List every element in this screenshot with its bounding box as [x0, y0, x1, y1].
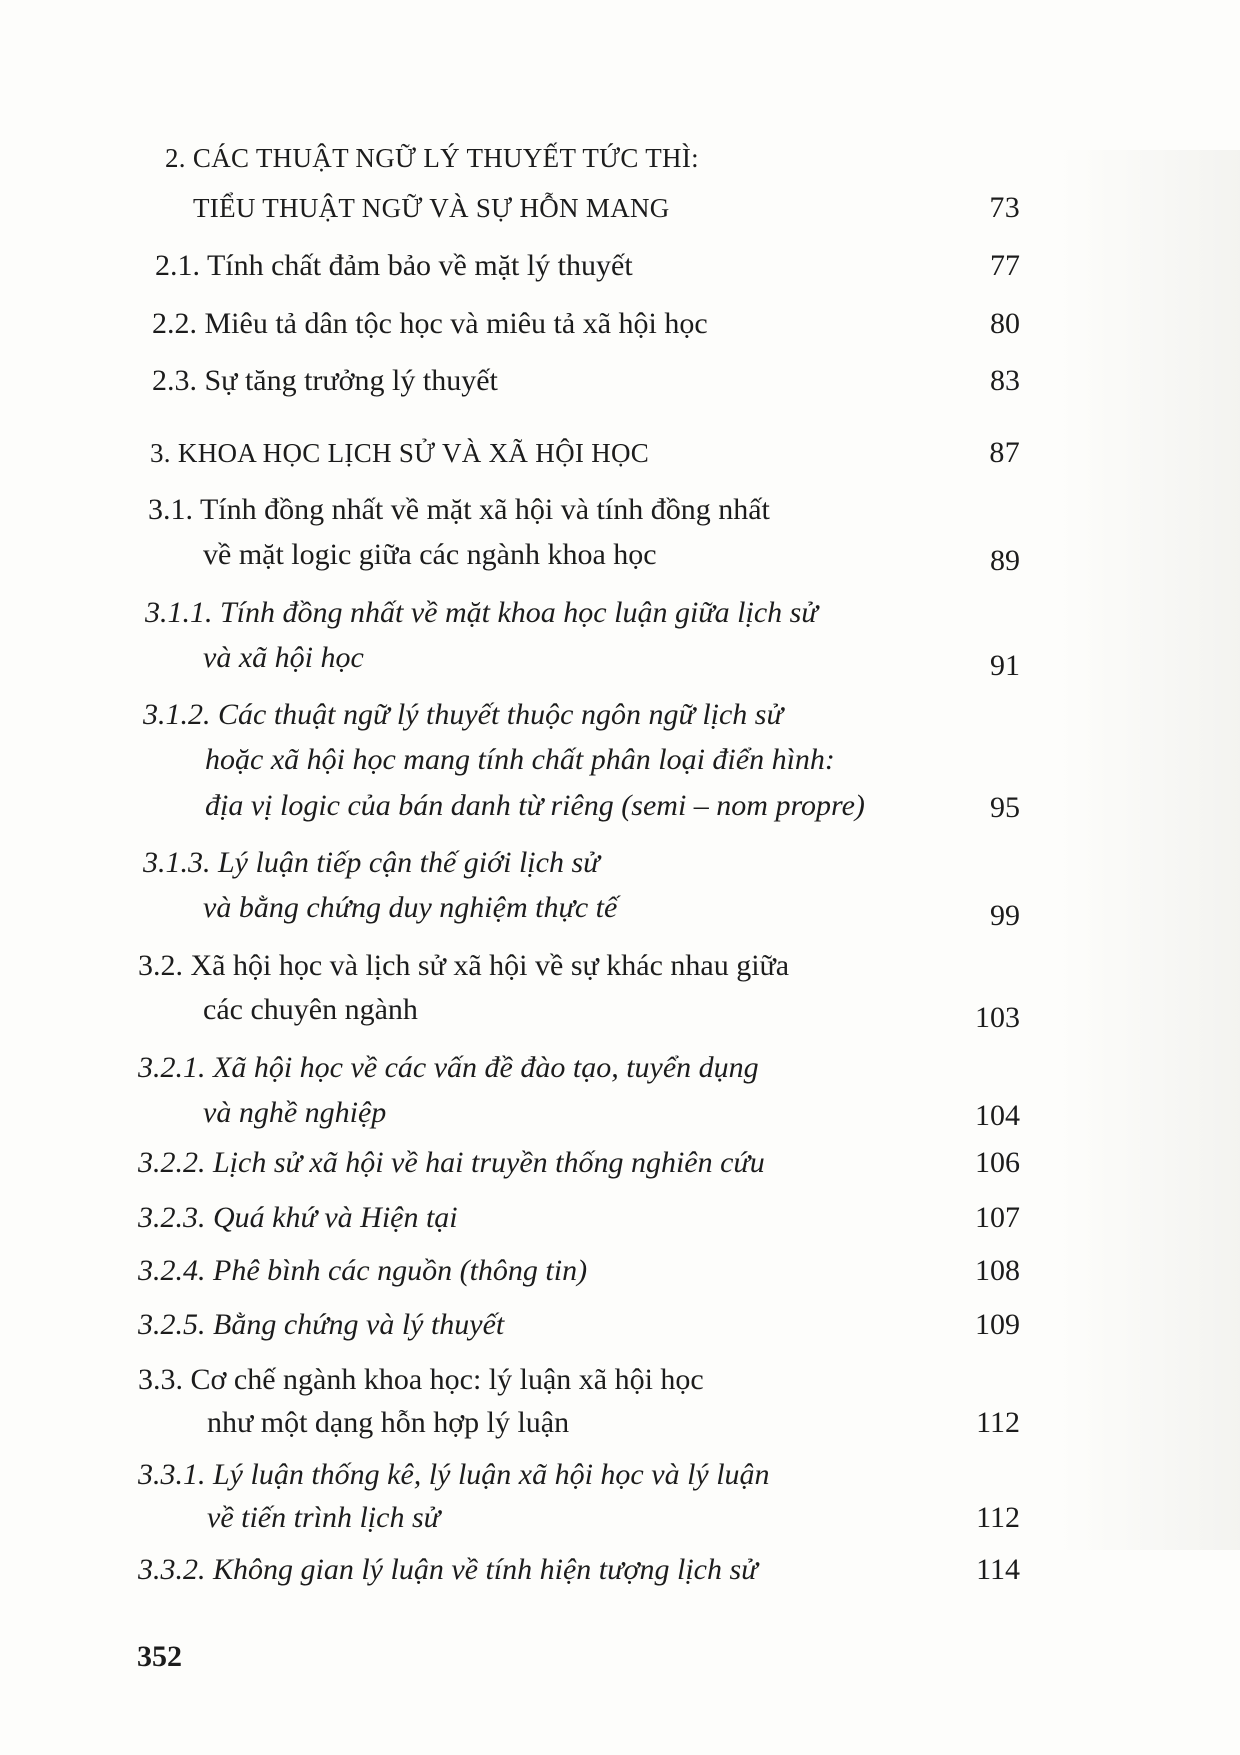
- toc-entry-text: về tiến trình lịch sử: [207, 1501, 440, 1534]
- toc-page-number: 91: [990, 649, 1020, 682]
- toc-entry-text: về mặt logic giữa các ngành khoa học: [203, 538, 657, 571]
- toc-entry-text: 3.3.1. Lý luận thống kê, lý luận xã hội học và lý luận: [138, 1458, 770, 1491]
- toc-page-number: 112: [976, 1501, 1020, 1534]
- toc-page-number: 87: [989, 436, 1020, 469]
- toc-page-number: 95: [990, 791, 1020, 824]
- toc-entry-text: 2.2. Miêu tả dân tộc học và miêu tả xã hội học: [152, 307, 708, 340]
- toc-entry-text: 3.1.2. Các thuật ngữ lý thuyết thuộc ngôn ngữ lịch sử: [143, 698, 783, 731]
- toc-entry-text: 3.2.4. Phê bình các nguồn (thông tin): [138, 1254, 588, 1287]
- toc-page-number: 112: [976, 1406, 1020, 1439]
- toc-entry-text: và nghề nghiệp: [203, 1096, 387, 1129]
- toc-page-number: 103: [975, 1001, 1020, 1034]
- toc-entry-text: 3.2.3. Quá khứ và Hiện tại: [138, 1201, 458, 1234]
- toc-page-number: 80: [990, 307, 1020, 340]
- page-number: 352: [137, 1640, 182, 1673]
- toc-entry-text: 2.3. Sự tăng trưởng lý thuyết: [152, 364, 498, 397]
- toc-entry-text: 3.1. Tính đồng nhất về mặt xã hội và tính đồng nhất: [148, 493, 770, 526]
- toc-entry-text: và bằng chứng duy nghiệm thực tế: [203, 891, 618, 924]
- toc-entry-text: 2. CÁC THUẬT NGỮ LÝ THUYẾT TỨC THÌ:: [165, 143, 699, 173]
- toc-entry-text: 3.1.1. Tính đồng nhất về mặt khoa học luận giữa lịch sử: [145, 596, 818, 629]
- toc-entry-text: 3.3.2. Không gian lý luận về tính hiện tượng lịch sử: [138, 1553, 758, 1586]
- toc-entry-text: 3.1.3. Lý luận tiếp cận thế giới lịch sử: [143, 846, 600, 879]
- toc-entry-text: 3. KHOA HỌC LỊCH SỬ VÀ XÃ HỘI HỌC: [150, 438, 650, 468]
- toc-page-number: 99: [990, 899, 1020, 932]
- toc-entry-text: hoặc xã hội học mang tính chất phân loại điển hình:: [205, 743, 835, 776]
- toc-page-number: 107: [975, 1201, 1020, 1234]
- toc-entry-text: 3.2.5. Bằng chứng và lý thuyết: [138, 1308, 505, 1341]
- toc-page-number: 89: [990, 544, 1020, 577]
- toc-page-number: 83: [990, 364, 1020, 397]
- toc-page-number: 109: [975, 1308, 1020, 1341]
- toc-page-number: 77: [990, 249, 1020, 282]
- toc-entry-text: 3.2.2. Lịch sử xã hội về hai truyền thống nghiên cứu: [138, 1146, 765, 1179]
- toc-entry-text: 3.3. Cơ chế ngành khoa học: lý luận xã hội học: [138, 1363, 704, 1396]
- toc-page-number: 114: [976, 1553, 1020, 1586]
- toc-entry-text: 3.2.1. Xã hội học về các vấn đề đào tạo, tuyển dụng: [138, 1051, 759, 1084]
- toc-page-number: 106: [975, 1146, 1020, 1179]
- toc-entry-text: và xã hội học: [203, 641, 364, 674]
- toc-page-number: 108: [975, 1254, 1020, 1287]
- toc-entry-text: địa vị logic của bán danh từ riêng (semi – nom propre): [205, 789, 865, 822]
- toc-page-number: 104: [975, 1099, 1020, 1132]
- toc-entry-text: như một dạng hỗn hợp lý luận: [207, 1406, 570, 1439]
- toc-page-number: 73: [989, 191, 1020, 224]
- toc-entry-text: TIỂU THUẬT NGỮ VÀ SỰ HỖN MANG: [193, 193, 670, 223]
- scan-bleed-through: [1060, 150, 1240, 1550]
- toc-entry-text: các chuyên ngành: [203, 993, 418, 1026]
- toc-entry-text: 3.2. Xã hội học và lịch sử xã hội về sự khác nhau giữa: [138, 949, 790, 982]
- toc-entry-text: 2.1. Tính chất đảm bảo về mặt lý thuyết: [155, 249, 633, 282]
